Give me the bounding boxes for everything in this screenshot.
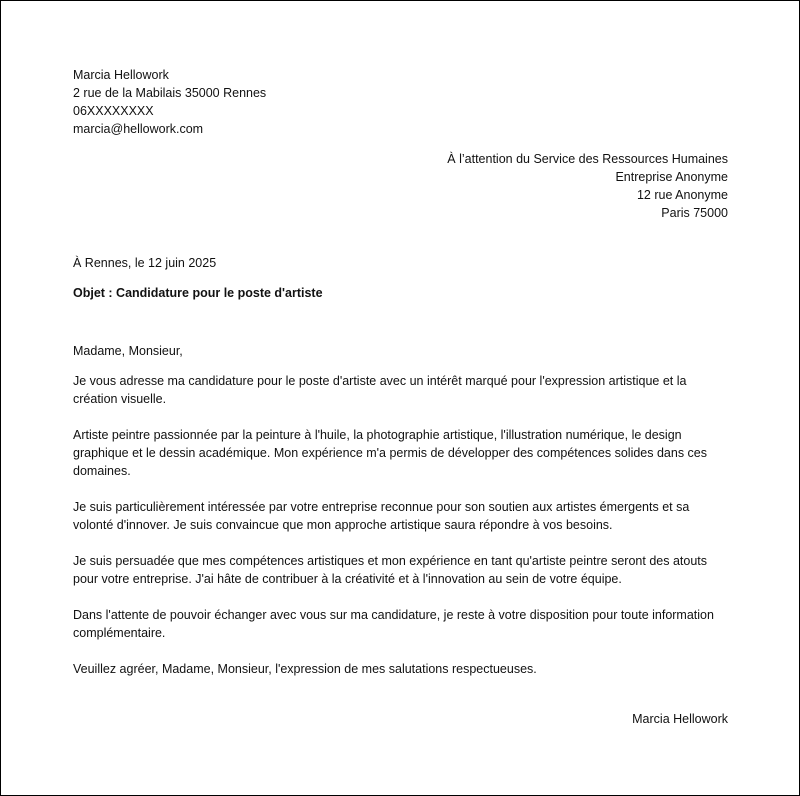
sender-name: Marcia Hellowork	[73, 68, 169, 82]
subject-line: Objet : Candidature pour le poste d'artiste	[73, 286, 323, 300]
date-line: À Rennes, le 12 juin 2025	[73, 256, 217, 270]
recipient-city: Paris 75000	[661, 206, 728, 220]
sender-address: 2 rue de la Mabilais 35000 Rennes	[73, 86, 267, 100]
body-paragraph: Je suis particulièrement intéressée par votre entreprise reconnue pour son soutien aux artistes émergents et sa volonté d'innover. Je suis convaincue que mon approche artistique saura répondre à vos besoins.	[73, 500, 690, 532]
recipient-attention: À l’attention du Service des Ressources Humaines	[447, 152, 728, 166]
body-paragraph: Je suis persuadée que mes compétences artistiques et mon expérience en tant qu'artiste peintre seront des atouts pour votre entreprise. J'ai hâte de contribuer à la créativité et à l'innovation au sein de votre équipe.	[73, 554, 708, 586]
salutation: Madame, Monsieur,	[73, 344, 183, 358]
recipient-street: 12 rue Anonyme	[636, 188, 728, 202]
letter-content	[73, 66, 728, 728]
body-paragraph: Artiste peintre passionnée par la peinture à l'huile, la photographie artistique, l'illustration numérique, le design graphique et le dessin académique. Mon expérience m'a permis de développer des compétences solides dans ces domaines.	[73, 428, 708, 478]
sender-phone: 06XXXXXXXX	[73, 104, 154, 118]
recipient-block	[73, 150, 728, 222]
signature: Marcia Hellowork	[632, 712, 728, 726]
sender-email: marcia@hellowork.com	[73, 122, 204, 136]
body-paragraph: Dans l'attente de pouvoir échanger avec vous sur ma candidature, je reste à votre disposition pour toute information complémentaire.	[73, 608, 714, 640]
recipient-company: Entreprise Anonyme	[615, 170, 728, 184]
closing-formula: Veuillez agréer, Madame, Monsieur, l'expression de mes salutations respectueuses.	[73, 662, 537, 676]
sender-block	[73, 66, 728, 138]
body-paragraph: Je vous adresse ma candidature pour le poste d'artiste avec un intérêt marqué pour l'expression artistique et la création visuelle.	[73, 374, 687, 406]
